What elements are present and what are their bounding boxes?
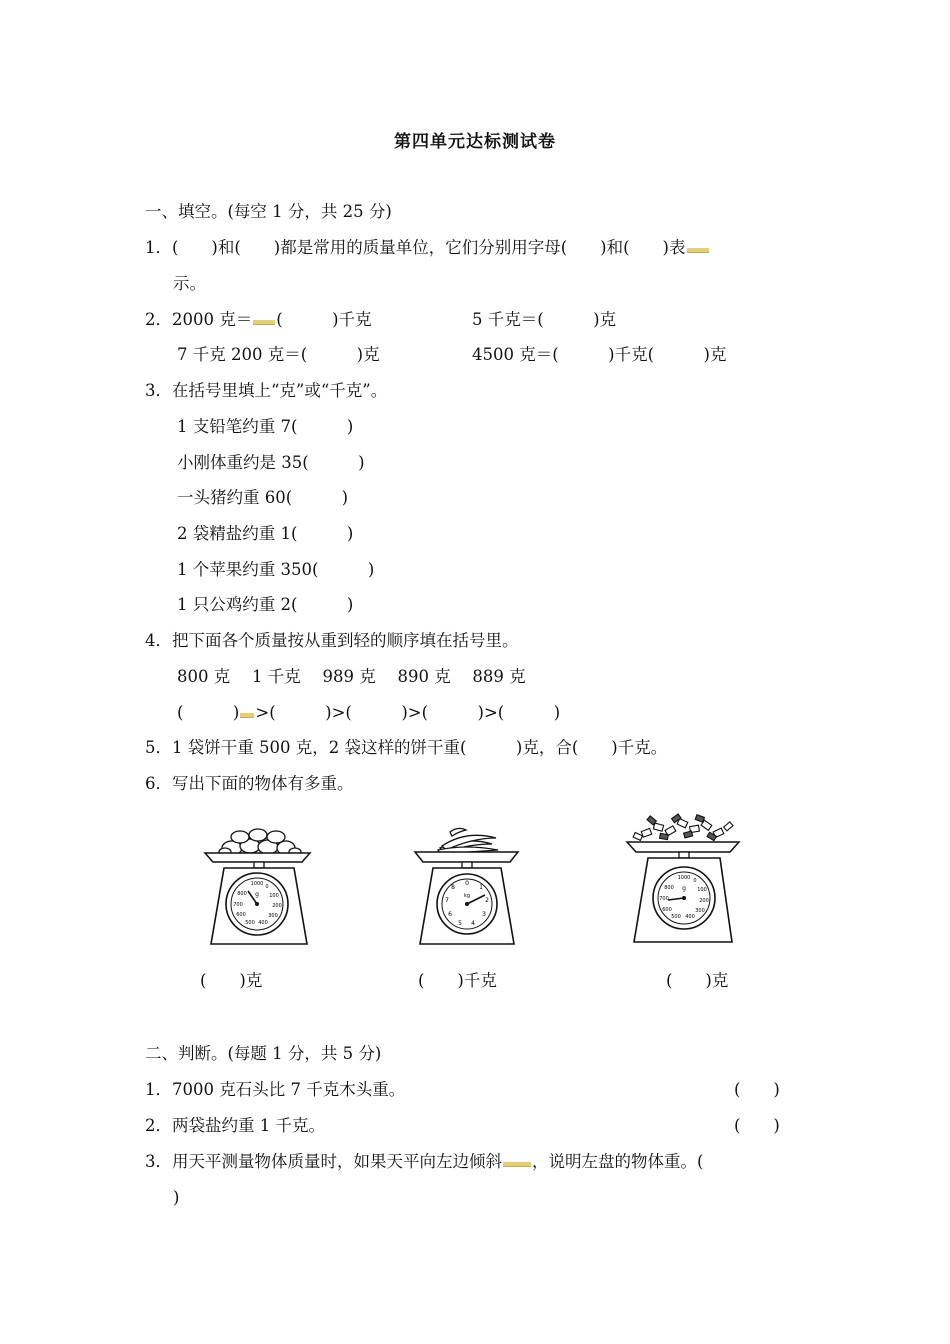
page-title: 第四单元达标测试卷 [394, 132, 556, 152]
svg-text:2: 2 [485, 897, 489, 904]
svg-text:800: 800 [237, 891, 247, 897]
question-3: 3．在括号里填上“克”或“千克”。 [145, 381, 388, 400]
banana-icon [438, 828, 498, 854]
judge-item-1-mark: ( ) [734, 1080, 780, 1099]
question-1-line-2: 示。 [173, 274, 206, 293]
question-4-answer-row [177, 702, 560, 724]
svg-text:0: 0 [465, 880, 469, 887]
judge-item-2: 2．两袋盐约重 1 千克。 [145, 1116, 325, 1135]
food-pile-icon [219, 829, 301, 856]
svg-text:200: 200 [272, 903, 282, 909]
scale-1-answer: ( )克 [200, 971, 263, 990]
highlight-mark [687, 248, 709, 253]
svg-text:300: 300 [268, 913, 278, 919]
question-3-item: 小刚体重约是 35( ) [177, 453, 365, 472]
svg-text:500: 500 [671, 914, 681, 920]
question-2a-blank: ( )千克 [276, 310, 372, 329]
svg-text:1: 1 [479, 884, 483, 891]
svg-text:kg: kg [463, 893, 471, 899]
question-3-item: 1 只公鸡约重 2( ) [177, 595, 354, 614]
svg-text:200: 200 [699, 898, 709, 904]
question-3-item: 1 支铅笔约重 7( ) [177, 417, 354, 436]
scale-3-illustration [624, 810, 744, 946]
judge-item-3-text-end: ，说明左盘的物体重。( [532, 1152, 704, 1171]
svg-text:6: 6 [448, 911, 452, 918]
svg-text:100: 100 [697, 887, 707, 893]
judge-item-1: 1．7000 克石头比 7 千克木头重。 [145, 1080, 406, 1099]
scale-2-answer: ( )千克 [418, 971, 497, 990]
question-2a-text: 2．2000 克＝ [145, 310, 253, 329]
svg-text:1000: 1000 [677, 875, 691, 881]
scale-2-illustration [410, 822, 526, 950]
section-1-heading: 一、填空。(每空 1 分，共 25 分) [145, 202, 392, 221]
svg-text:500: 500 [245, 920, 255, 926]
svg-text:0: 0 [265, 884, 269, 890]
svg-text:4: 4 [471, 920, 475, 927]
question-5: 5．1 袋饼干重 500 克，2 袋这样的饼干重( )克，合( )千克。 [145, 738, 668, 757]
answer-blank: ( ) [177, 703, 240, 722]
question-1-line-1 [145, 237, 710, 259]
judge-item-3-line-2: ) [173, 1188, 180, 1207]
svg-text:5: 5 [458, 920, 462, 927]
section-2-heading: 二、判断。(每题 1 分，共 5 分) [145, 1044, 382, 1063]
svg-text:700: 700 [233, 902, 243, 908]
svg-text:700: 700 [659, 896, 669, 902]
svg-text:g: g [255, 891, 259, 898]
svg-text:800: 800 [664, 885, 674, 891]
svg-text:300: 300 [695, 908, 705, 914]
judge-item-3-line-1 [145, 1151, 703, 1173]
question-2-part-d: 4500 克＝( )千克( )克 [472, 345, 727, 364]
svg-text:100: 100 [269, 893, 279, 899]
svg-text:400: 400 [258, 920, 268, 926]
judge-item-3-text: 3．用天平测量物体质量时，如果天平向左边倾斜 [145, 1152, 502, 1171]
question-3-item: 一头猪约重 60( ) [177, 488, 349, 507]
food-pile-icon [633, 814, 733, 841]
question-3-item: 2 袋精盐约重 1( ) [177, 524, 354, 543]
svg-text:600: 600 [662, 907, 672, 913]
svg-text:1000: 1000 [250, 881, 264, 887]
svg-text:0: 0 [693, 878, 697, 884]
question-4-weights: 800 克 1 千克 989 克 890 克 889 克 [177, 667, 526, 686]
highlight-mark [240, 713, 254, 718]
scale-1-illustration [200, 820, 320, 950]
scale-3-answer: ( )克 [666, 971, 729, 990]
answer-blanks: >( )>( )>( )>( ) [255, 703, 561, 722]
question-2-part-a [145, 309, 372, 331]
judge-item-2-mark: ( ) [734, 1116, 780, 1135]
question-3-item: 1 个苹果约重 350( ) [177, 560, 375, 579]
highlight-mark [253, 320, 275, 325]
svg-text:600: 600 [236, 912, 246, 918]
question-6: 6．写出下面的物体有多重。 [145, 774, 354, 793]
question-4: 4．把下面各个质量按从重到轻的顺序填在括号里。 [145, 631, 519, 650]
svg-text:8: 8 [451, 884, 455, 891]
svg-text:3: 3 [482, 911, 486, 918]
question-2-part-b: 5 千克＝( )克 [472, 310, 617, 329]
question-1-text: 1．( )和( )都是常用的质量单位，它们分别用字母( )和( )表 [145, 238, 686, 257]
svg-text:400: 400 [685, 914, 695, 920]
highlight-mark [503, 1162, 531, 1167]
svg-text:7: 7 [445, 897, 449, 904]
question-2-part-c: 7 千克 200 克＝( )克 [177, 345, 380, 364]
svg-text:g: g [682, 885, 686, 892]
